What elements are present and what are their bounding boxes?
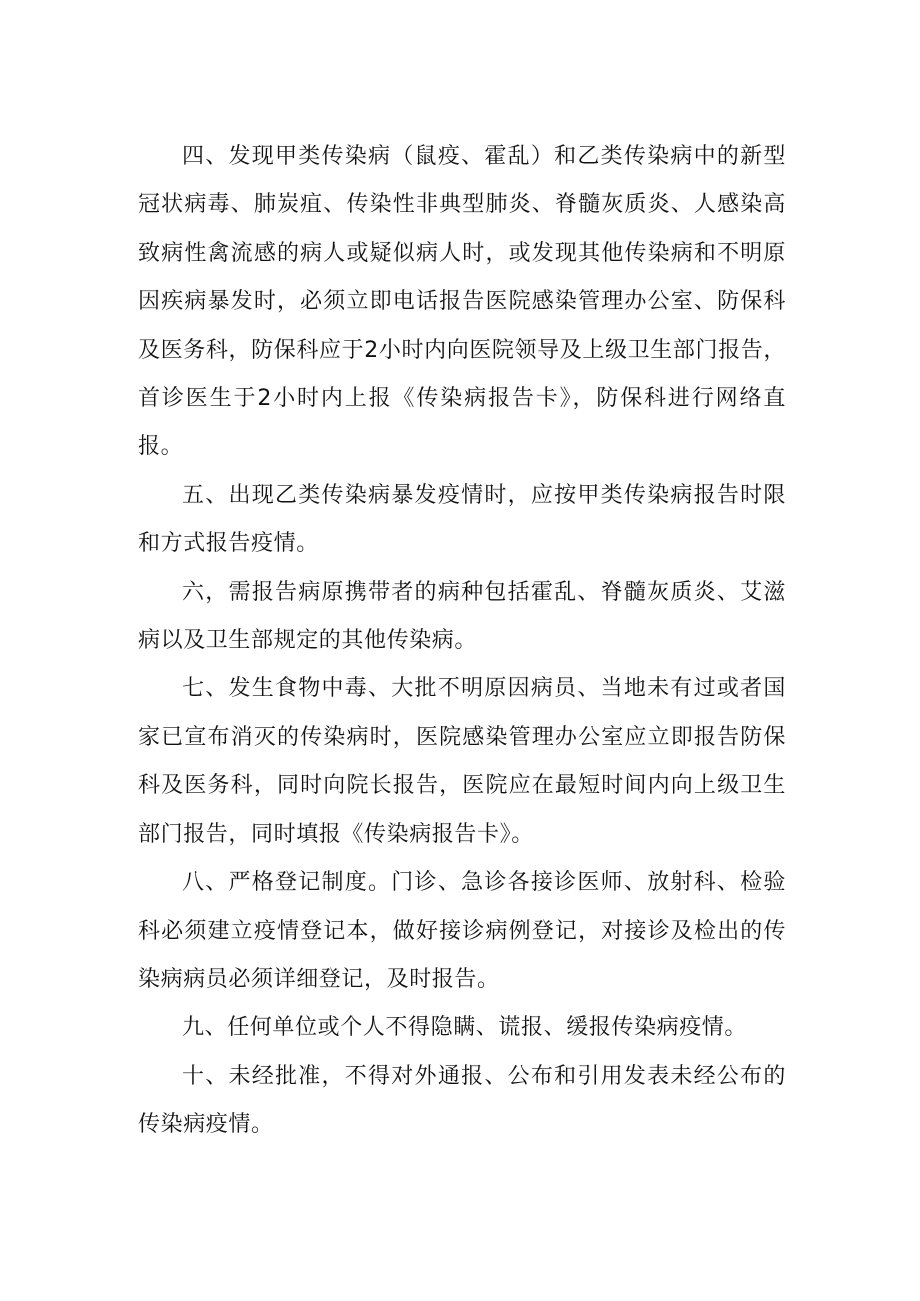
paragraph-9: 九、任何单位或个人不得隐瞒、谎报、缓报传染病疫情。 [182, 1015, 748, 1041]
paragraph-4: 四、发现甲类传染病（鼠疫、霍乱）和乙类传染病中的新型冠状病毒、肺炭疽、传染性非典型肺炎、脊髓灰质炎、人感染高致病性禽流感的病人或疑似病人时，或发现其他传染病和不明原因疾病暴发时，必须立即电话报告医院感染管理办公室、防保科及医务科，防保科应于2小时内向医院领导及上级卫生部门报告，首诊医生于2小时内上报《传染病报告卡》，防保科进行网络直报。 [138, 144, 786, 460]
paragraph-10: 十、未经批准，不得对外通报、公布和引用发表未经公布的传染病疫情。 [138, 1063, 786, 1138]
paragraph-5: 五、出现乙类传染病暴发疫情时，应按甲类传染病报告时限和方式报告疫情。 [138, 482, 786, 557]
paragraph-7: 七、发生食物中毒、大批不明原因病员、当地未有过或者国家已宣布消灭的传染病时，医院感染管理办公室应立即报告防保科及医务科，同时向院长报告，医院应在最短时间内向上级卫生部门报告，同时填报《传染病报告卡》。 [138, 676, 786, 847]
paragraph-8: 八、严格登记制度。门诊、急诊各接诊医师、放射科、检验科必须建立疫情登记本，做好接诊病例登记，对接诊及检出的传染病病员必须详细登记，及时报告。 [138, 870, 786, 992]
document-body [138, 133, 786, 1150]
paragraph-6: 六，需报告病原携带者的病种包括霍乱、脊髓灰质炎、艾滋病以及卫生部规定的其他传染病。 [138, 579, 786, 654]
